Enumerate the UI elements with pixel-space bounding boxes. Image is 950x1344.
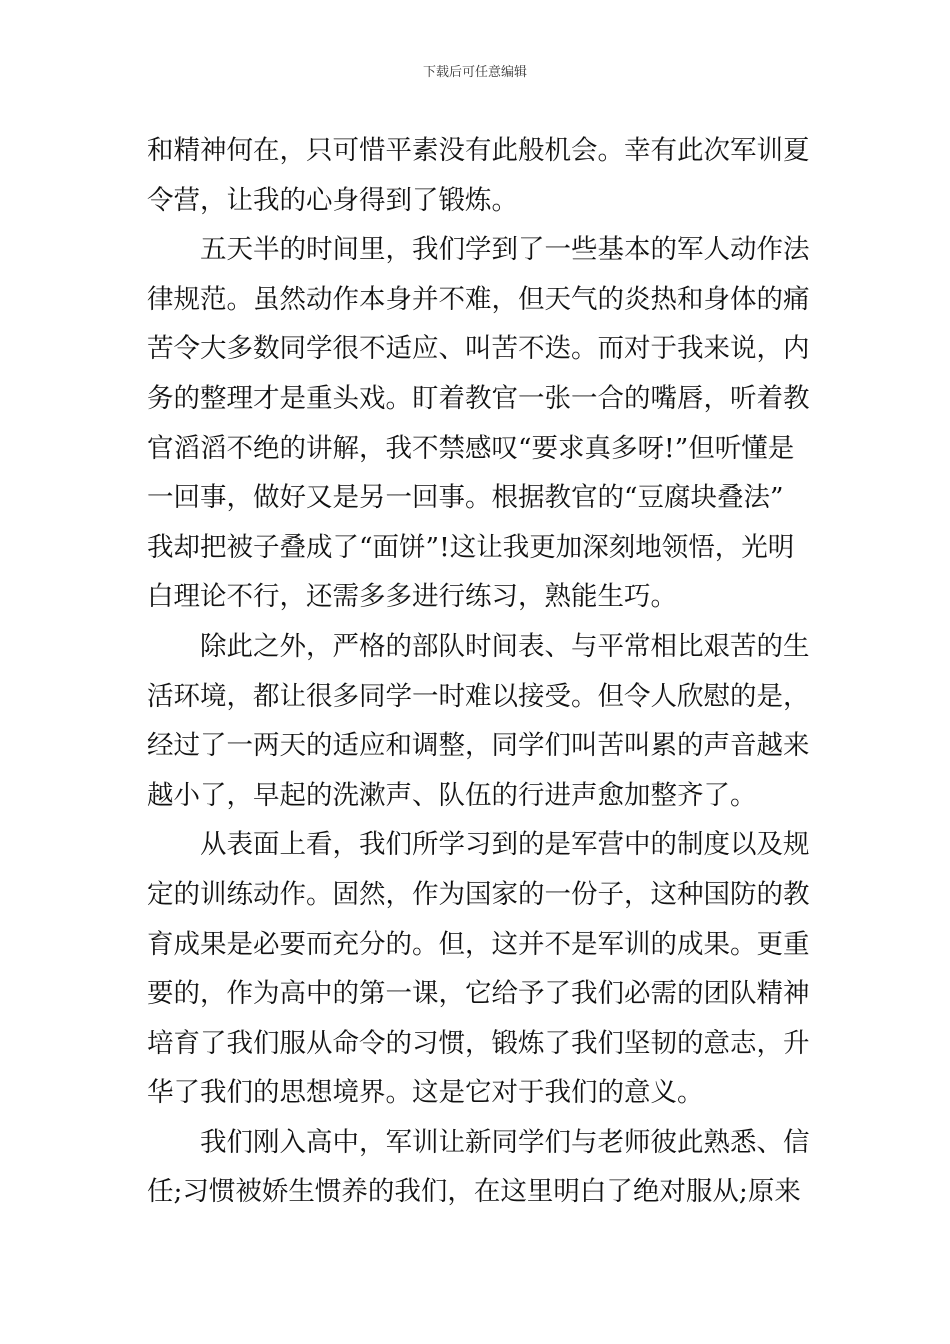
paragraph-first-line: 从表面上看，我们所学习到的是军营中的制度以及规 (200, 829, 810, 861)
text-line: 务的整理才是重头戏。盯着教官一张一合的嘴唇，听着教 (147, 382, 810, 414)
text-line: 白理论不行，还需多多进行练习，熟能生巧。 (147, 581, 677, 613)
text-line: 官滔滔不绝的讲解，我不禁感叹“要求真多呀!”但听懂是 (147, 432, 795, 464)
text-line: 令营，让我的心身得到了锻炼。 (147, 184, 518, 216)
text-line: 我却把被子叠成了“面饼”!这让我更加深刻地领悟，光明 (147, 531, 795, 563)
text-line: 和精神何在，只可惜平素没有此般机会。幸有此次军训夏 (147, 135, 810, 166)
text-line: 经过了一两天的适应和调整，同学们叫苦叫累的声音越来 (147, 730, 810, 762)
text-line: 定的训练动作。固然，作为国家的一份子，这种国防的教 (147, 878, 810, 910)
paragraph-first-line: 我们刚入高中，军训让新同学们与老师彼此熟悉、信 (200, 1126, 810, 1158)
paragraph-first-line: 五天半的时间里，我们学到了一些基本的军人动作法 (200, 234, 810, 266)
paragraph-first-line: 除此之外，严格的部队时间表、与平常相比艰苦的生 (200, 630, 810, 662)
text-line: 律规范。虽然动作本身并不难，但天气的炎热和身体的痛 (147, 283, 810, 315)
text-line: 育成果是必要而充分的。但，这并不是军训的成果。更重 (147, 928, 810, 960)
text-line: 培育了我们服从命令的习惯，锻炼了我们坚韧的意志，升 (147, 1027, 810, 1059)
page-header: 下载后可任意编辑 (422, 65, 527, 80)
text-line: 活环境，都让很多同学一时难以接受。但令人欣慰的是， (147, 680, 810, 712)
text-line: 苦令大多数同学很不适应、叫苦不迭。而对于我来说，内 (147, 333, 810, 365)
text-line: 任;习惯被娇生惯养的我们，在这里明白了绝对服从;原来 (147, 1176, 801, 1208)
text-line: 越小了，早起的洗漱声、队伍的行进声愈加整齐了。 (147, 779, 757, 811)
text-line: 华了我们的思想境界。这是它对于我们的意义。 (147, 1077, 704, 1109)
text-line: 要的，作为高中的第一课，它给予了我们必需的团队精神 (147, 978, 810, 1010)
text-line: 一回事，做好又是另一回事。根据教官的“豆腐块叠法” (147, 482, 784, 514)
document-body (147, 126, 810, 1217)
